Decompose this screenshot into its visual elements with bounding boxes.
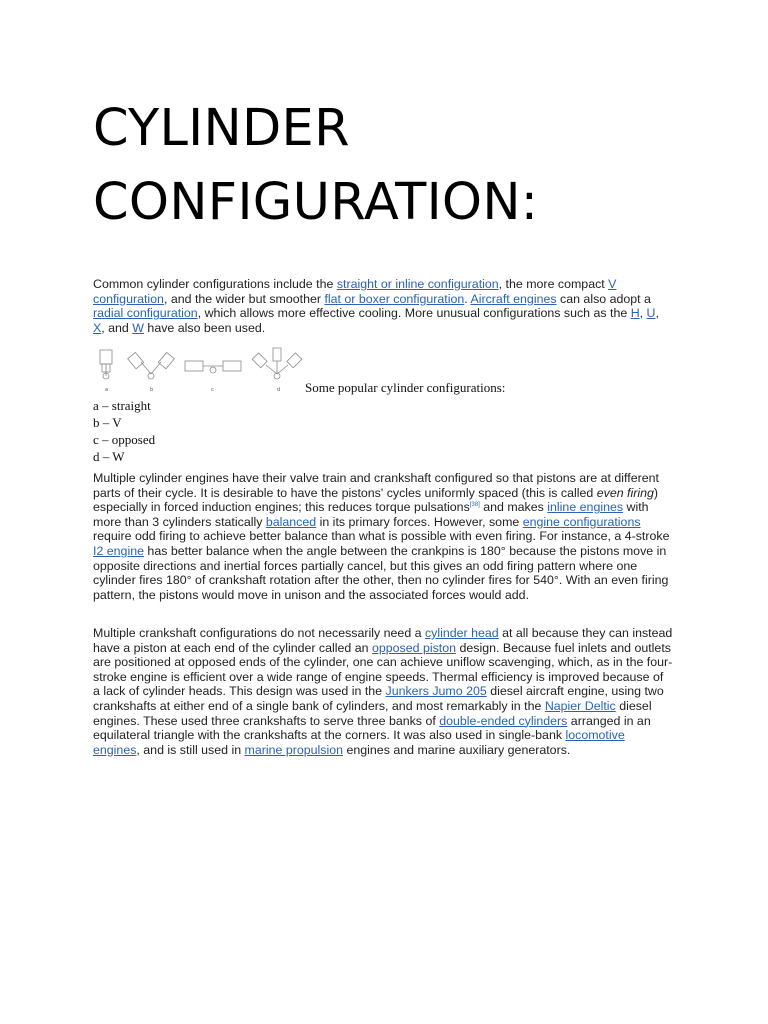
text: , which allows more effective cooling. More unusual configurations such as the: [197, 306, 631, 321]
citation-link[interactable]: [38]: [469, 502, 480, 509]
text: can also adopt a: [556, 291, 651, 306]
text: , and is still used in: [136, 742, 245, 757]
link-x-engine[interactable]: X: [93, 320, 102, 335]
paragraph-crankshaft-configurations: [93, 626, 673, 757]
link-h-engine[interactable]: H: [630, 306, 640, 321]
text: , and: [101, 320, 133, 335]
paragraph-cylinder-configurations: [93, 277, 673, 335]
text: in its primary forces. However, some: [316, 514, 523, 529]
text: .: [464, 291, 471, 306]
text: diesel aircraft engine, using two crankshafts at either end of a single bank of cylinders, and most remarkably in the: [93, 684, 664, 713]
link-inline-engines[interactable]: inline engines: [547, 500, 624, 515]
text: with more than 3 cylinders statically: [93, 500, 649, 529]
link-u-engine[interactable]: U: [646, 306, 656, 321]
text: design. Because fuel inlets and outlets are positioned at opposed ends of the cylinder, one can achieve uniflow scavenging, which, as in the four-stroke engine is efficient over a wide range of engine speeds. Thermal efficiency is improved because of a lack of cylinder heads. This design was used in the: [93, 640, 673, 699]
link-engine-configurations[interactable]: engine configurations: [522, 514, 641, 529]
emphasis-even-firing: even firing: [596, 485, 654, 500]
text: , and the wider but smoother: [163, 291, 325, 306]
legend-item-b: b – V: [93, 415, 122, 430]
page-title: CYLINDER CONFIGURATION:: [93, 99, 539, 232]
text: at all because they can instead have a piston at each end of the cylinder called an: [93, 626, 673, 655]
figure-caption: Some popular cylinder configurations:: [305, 380, 506, 395]
legend-item-a: a – straight: [93, 398, 151, 413]
link-double-ended-cylinders[interactable]: double-ended cylinders: [439, 713, 568, 728]
link-napier-deltic[interactable]: Napier Deltic: [544, 698, 616, 713]
text: have also been used.: [143, 320, 266, 335]
text: ,: [655, 306, 659, 321]
figure-label-d: d: [277, 387, 281, 393]
link-straight-inline[interactable]: straight or inline configuration: [336, 277, 499, 291]
figure-legend: [93, 397, 155, 465]
figure-label-c: c: [211, 387, 214, 393]
figure-label-a: a: [105, 387, 109, 393]
link-junkers-jumo-205[interactable]: Junkers Jumo 205: [385, 684, 487, 699]
link-flat-boxer[interactable]: flat or boxer configuration: [324, 291, 465, 306]
text: Common cylinder configurations include the: [93, 277, 337, 291]
text: has better balance when the angle between the crankpins is 180° because the pistons move in opposite directions and inertial forces partially cancel, but this gives an odd firing pattern where one cylinder fires 180° of crankshaft rotation after the other, then no cylinder fires for 540°. With an even firing pattern, the pistons would move in unison and the associated forces would add.: [93, 543, 669, 602]
legend-item-d: d – W: [93, 449, 125, 464]
link-v-configuration[interactable]: V configuration: [93, 277, 617, 306]
link-i2-engine[interactable]: I2 engine: [93, 543, 144, 558]
text: diesel engines. These used three crankshafts to serve three banks of: [93, 698, 652, 728]
link-aircraft-engines[interactable]: Aircraft engines: [470, 291, 557, 306]
link-locomotive-engines[interactable]: locomotive engines: [93, 728, 625, 757]
link-radial-configuration[interactable]: radial configuration: [93, 306, 198, 321]
link-marine-propulsion[interactable]: marine propulsion: [244, 742, 344, 757]
text: engines and marine auxiliary generators.: [343, 742, 571, 757]
text: ) especially in forced induction engines; this reduces torque pulsations: [93, 485, 659, 515]
text: require odd firing to achieve better balance than what is possible with even firing. For instance, a 4-stroke: [93, 529, 670, 544]
text: Multiple crankshaft configurations do not necessarily need a: [93, 626, 425, 640]
legend-item-c: c – opposed: [93, 432, 156, 447]
text: Multiple cylinder engines have their valve train and crankshaft configured so that pistons are at different parts of their cycle. It is desirable to have the pistons' cycles uniformly spaced (this is called: [93, 471, 659, 500]
cylinder-configuration-figure: [93, 346, 308, 394]
text: arranged in an equilateral triangle with the crankshafts at the corners. It was also used in single-bank: [93, 713, 651, 743]
paragraph-firing-order: [93, 471, 673, 602]
link-cylinder-head[interactable]: cylinder head: [424, 626, 499, 640]
link-opposed-piston[interactable]: opposed piston: [371, 640, 457, 655]
text: , the more compact: [498, 277, 609, 291]
figure-label-b: b: [150, 387, 154, 393]
text: and makes: [479, 500, 548, 515]
text: ,: [639, 306, 647, 321]
link-w-engine[interactable]: W: [132, 320, 144, 335]
cylinder-diagram-icon: [93, 346, 308, 394]
link-balanced[interactable]: balanced: [265, 514, 317, 529]
